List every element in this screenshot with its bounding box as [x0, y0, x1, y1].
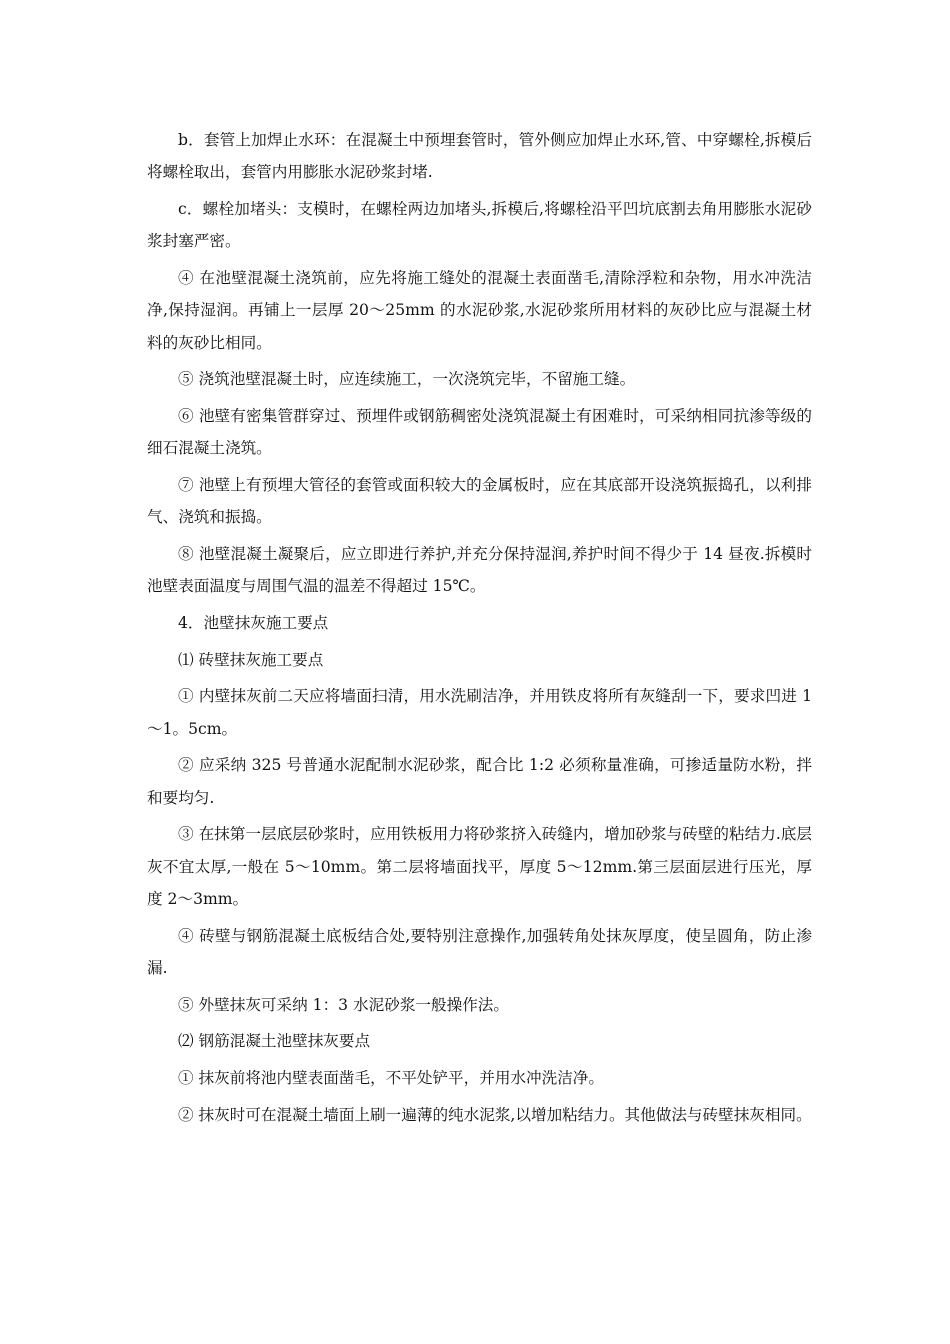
paragraph-vibration-holes: ⑦ 池壁上有预埋大管径的套管或面积较大的金属板时，应在其底部开设浇筑振捣孔，以利排气、浇筑和振捣。 — [147, 475, 812, 527]
paragraph-layering: ③ 在抹第一层底层砂浆时，应用铁板用力将砂浆挤入砖缝内，增加砂浆与砖壁的粘结力.底层灰不宜太厚,一般在 5～10mm。第二层将墙面找平，厚度 5～12mm.第三层面层进行压光，厚度 2～3mm。 — [147, 825, 812, 908]
subsection-heading-concrete-wall: ⑵ 钢筋混凝土池壁抹灰要点 — [178, 1032, 371, 1051]
paragraph-exterior-plaster: ⑤ 外壁抹灰可采纳 1：3 水泥砂浆一般操作法。 — [178, 995, 509, 1014]
paragraph-cement-slurry: ② 抹灰时可在混凝土墙面上刷一遍薄的纯水泥浆,以增加粘结力。其他做法与砖壁抹灰相同。 — [178, 1105, 812, 1124]
subsection-heading-brick-wall: ⑴ 砖壁抹灰施工要点 — [178, 650, 324, 669]
paragraph-continuous-pour: ⑤ 浇筑池壁混凝土时，应连续施工，一次浇筑完毕，不留施工缝。 — [178, 370, 636, 389]
paragraph-collar-sleeve: b．套管上加焊止水环：在混凝土中预埋套管时，管外侧应加焊止水环,管、中穿螺栓,拆模后将螺栓取出，套管内用膨胀水泥砂浆封堵. — [147, 131, 812, 182]
document-body — [147, 124, 812, 1135]
paragraph-bolt-plug: c．螺栓加堵头：支模时，在螺栓两边加堵头,拆模后,将螺栓沿平凹坑底割去角用膨胀水泥砂浆封塞严密。 — [147, 199, 812, 251]
paragraph-dense-pipes: ⑥ 池壁有密集管群穿过、预埋件或钢筋稠密处浇筑混凝土有困难时，可采纳相同抗渗等级的细石混凝土浇筑。 — [147, 406, 812, 458]
paragraph-concrete-prep: ① 抹灰前将池内壁表面凿毛，不平处铲平，并用水冲洗洁净。 — [178, 1068, 604, 1087]
paragraph-corner-joint: ④ 砖壁与钢筋混凝土底板结合处,要特别注意操作,加强转角处抹灰厚度，使呈圆角，防止渗漏. — [147, 926, 812, 977]
paragraph-brick-prep: ① 内壁抹灰前二天应将墙面扫清，用水洗刷洁净，并用铁皮将所有灰缝刮一下，要求凹进 1～1。5cm。 — [147, 687, 812, 738]
paragraph-mortar-mix: ② 应采纳 325 号普通水泥配制水泥砂浆，配合比 1:2 必须称量准确，可掺适量防水粉，拌和要均匀. — [147, 756, 812, 807]
paragraph-construction-joint: ④ 在池壁混凝土浇筑前，应先将施工缝处的混凝土表面凿毛,清除浮粒和杂物，用水冲洗洁净,保持湿润。再铺上一层厚 20～25mm 的水泥砂浆,水泥砂浆所用材料的灰砂比应与混凝土材料的灰砂比相同。 — [147, 268, 812, 352]
paragraph-curing: ⑧ 池壁混凝土凝聚后，应立即进行养护,并充分保持湿润,养护时间不得少于 14 昼夜.拆模时池壁表面温度与周围气温的温差不得超过 15℃。 — [147, 544, 812, 596]
section-heading-plastering: 4．池壁抹灰施工要点 — [178, 613, 329, 632]
